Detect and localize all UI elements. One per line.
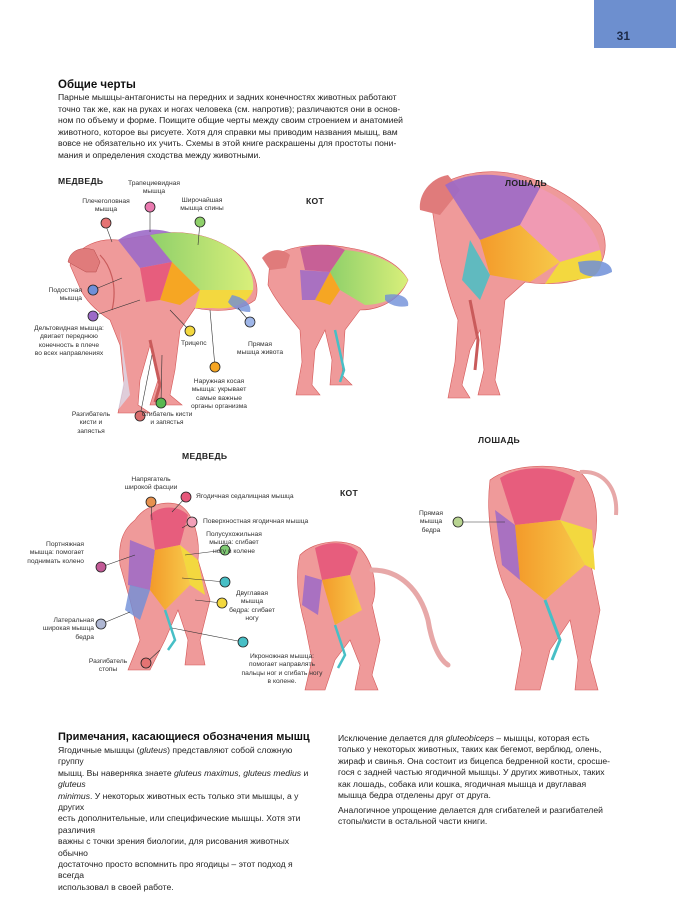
- label-gluteus-medius: Ягодичная седалищная мышца: [196, 493, 294, 500]
- intro-line: вовсе не обязательно их учить. Схемы в этой книге раскрашены для простоты пони-: [58, 138, 397, 148]
- section-heading-notes: Примечания, касающиеся обозначения мышц: [58, 731, 310, 743]
- intro-line: точно так же, как на руках и ногах человека (см. напротив); различаются они в основ-: [58, 103, 401, 114]
- label-infraspinatus: Подостная мышца: [48, 287, 82, 303]
- bear-title-top: МЕДВЕДЬ: [58, 176, 104, 186]
- horse-title-top: ЛОШАДЬ: [505, 178, 547, 188]
- page-number: 31: [616, 29, 630, 43]
- label-sartorius: Портняжная мышца: помогает поднимать колено: [27, 541, 84, 565]
- label-triceps: Трицепс: [181, 340, 207, 347]
- intro-line: Парные мышцы-антагонисты на передних и задних конечностях животных работают: [58, 92, 397, 102]
- label-trapezius: Трапециевидная мышца: [128, 180, 180, 196]
- section-heading-common: Общие черты: [58, 79, 136, 91]
- intro-line: мания и определения сходства между животными.: [58, 149, 261, 160]
- label-deltoid: Дельтовидная мышца: двигает переднюю конечность в плече во всех направлениях: [34, 325, 104, 357]
- label-vastus-lateralis: Латеральная широкая мышца бедра: [42, 617, 94, 641]
- label-latissimus: Широчайшая мышца спины: [180, 197, 224, 213]
- notes-paragraph-right-2: Аналогичное упрощение делается для сгибателей и разгибателей стопы/кисти в остальной части книги.: [338, 805, 603, 827]
- label-gastrocnemius: Икроножная мышца: помогает направлять пальцы ног и сгибать ногу в колене.: [241, 653, 323, 685]
- intro-line: ном по объему и форме. Поищите общие черты между своим строением и анатомией: [58, 115, 403, 125]
- label-extensor: Разгибатель кисти и запястья: [71, 411, 111, 435]
- label-foot-extensor: Разгибатель стопы: [88, 658, 128, 674]
- horse-title-bottom: ЛОШАДЬ: [478, 435, 520, 445]
- notes-paragraph-left: Ягодичные мышцы (gluteus) представляют собой сложную группу мышц. Вы наверняка знаете gluteus maximus, gluteus medius и gluteus minimus. У некоторых животных есть только эти мышцы, а у других есть дополнительные, или специфические мышцы. Хотя эти различия важны с точки зрения биологии, для рисования животных обычно достаточно просто вспомнить про ягодицы – этот подход я всегда использовал в своей работе.: [58, 745, 309, 892]
- cat-front-figure: [262, 245, 408, 395]
- label-flexor: Сгибатель кисти и запястья: [141, 411, 193, 427]
- label-rectus: Прямая мышца живота: [236, 341, 284, 357]
- bear-hind-figure: [120, 503, 210, 670]
- cat-title-bottom: КОТ: [340, 488, 359, 498]
- label-rectus-femoris: Прямая мышца бедра: [418, 510, 443, 534]
- label-gluteus-superficial: Поверхностная ягодичная мышца: [203, 518, 309, 525]
- label-semitendinosus: Полусухожильная мышца: сгибает ногу в колене: [206, 531, 262, 555]
- label-biceps-femoris: Двуглавая мышца бедра: сгибает ногу: [229, 590, 275, 622]
- horse-hind-figure: [489, 466, 617, 690]
- cat-title-top: КОТ: [306, 196, 325, 206]
- bear-title-bottom: МЕДВЕДЬ: [182, 451, 228, 461]
- intro-line: животного, которое вы рисуете. Хотя для справки мы приводим названия мышц, вам: [58, 126, 398, 137]
- horse-front-figure: [420, 172, 612, 398]
- label-tensor-fasciae: Напрягатель широкой фасции: [124, 476, 178, 492]
- label-brachiocephalic: Плечеголовная мышца: [82, 198, 130, 214]
- notes-paragraph-right-1: Исключение делается для gluteobiceps – мышцы, которая есть только у некоторых животных, таких как бегемот, верблюд, олень, жираф и свинья. Она состоит из бицепса бедренной кости, сросше- гося с задней частью ягодичной мышцы. У других животных, таких как лошадь, собака или кошка, ягодичная мышца и двуглавая мышца бедра отделены друг от друга.: [338, 733, 611, 801]
- label-oblique: Наружная косая мышца: укрывает самые важные органы организма: [190, 378, 248, 410]
